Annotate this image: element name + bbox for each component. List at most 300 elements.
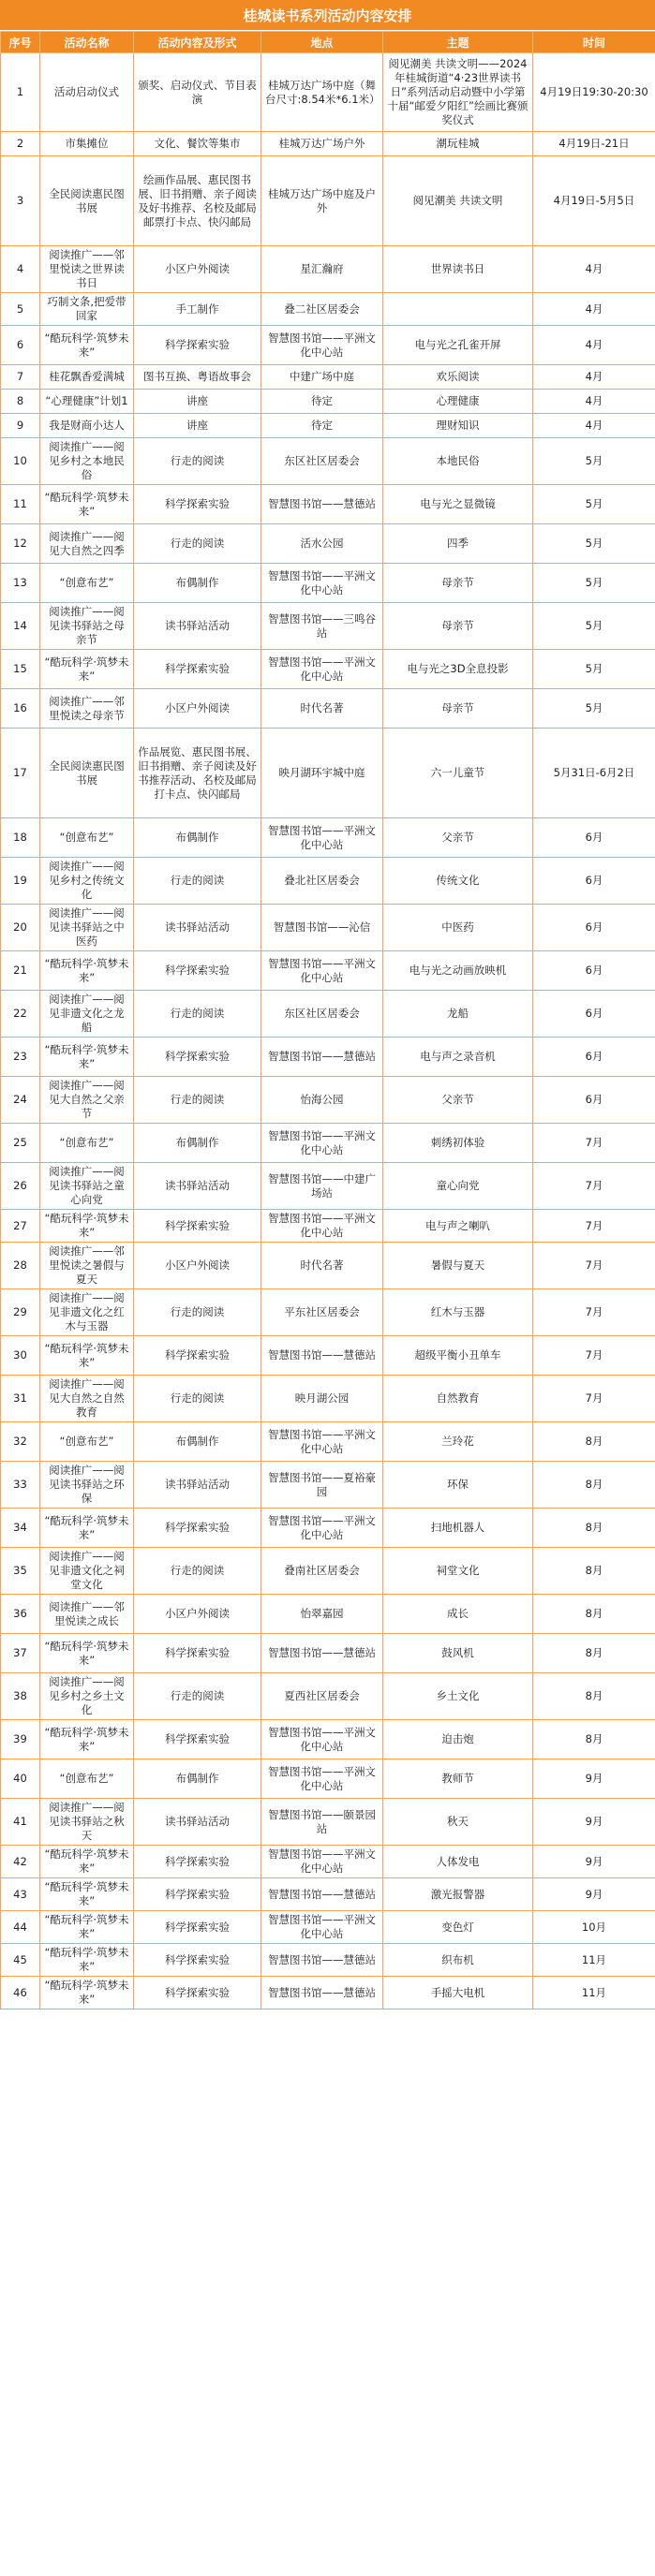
table-row <box>1 1548 655 1595</box>
cell-theme: 父亲节 <box>383 818 533 858</box>
cell-content: 科学探索实验 <box>134 1720 261 1759</box>
cell-venue: 桂城万达广场户外 <box>261 132 383 156</box>
cell-activity-name: 阅读推广——阅见读书驿站之母亲节 <box>40 603 134 650</box>
cell-no: 11 <box>1 485 40 524</box>
cell-time: 5月 <box>533 524 655 564</box>
cell-activity-name: “创意布艺” <box>40 1124 134 1163</box>
cell-time: 7月 <box>533 1163 655 1210</box>
table-row <box>1 1878 655 1911</box>
cell-time: 8月 <box>533 1634 655 1673</box>
cell-time: 11月 <box>533 1977 655 2009</box>
cell-content: 科学探索实验 <box>134 1210 261 1243</box>
cell-theme: 祠堂文化 <box>383 1548 533 1595</box>
cell-activity-name: “酷玩科学·筑梦未来” <box>40 951 134 991</box>
cell-activity-name: “创意布艺” <box>40 1759 134 1799</box>
header-no: 序号 <box>1 32 40 53</box>
cell-no: 24 <box>1 1077 40 1124</box>
cell-time: 4月 <box>533 390 655 414</box>
cell-venue: 智慧图书馆——慧德站 <box>261 1977 383 2009</box>
cell-activity-name: “创意布艺” <box>40 1422 134 1462</box>
table-row <box>1 132 655 156</box>
cell-theme: 暑假与夏天 <box>383 1243 533 1289</box>
cell-content: 行走的阅读 <box>134 858 261 905</box>
cell-theme: 兰玲花 <box>383 1422 533 1462</box>
cell-no: 3 <box>1 156 40 246</box>
cell-time: 6月 <box>533 905 655 951</box>
cell-venue: 智慧图书馆——沁信 <box>261 905 383 951</box>
cell-theme: 电与声之录音机 <box>383 1038 533 1077</box>
cell-activity-name: 阅读推广——阅见大自然之父亲节 <box>40 1077 134 1124</box>
table-row <box>1 603 655 650</box>
table-row <box>1 326 655 365</box>
cell-time: 7月 <box>533 1124 655 1163</box>
cell-no: 29 <box>1 1289 40 1336</box>
cell-theme: 电与声之喇叭 <box>383 1210 533 1243</box>
cell-activity-name: 巧制文条,把爱带回家 <box>40 293 134 326</box>
table-row <box>1 53 655 132</box>
cell-theme: 欢乐阅读 <box>383 365 533 390</box>
cell-activity-name: 阅读推广——阅见非遗文化之红木与玉器 <box>40 1289 134 1336</box>
cell-no: 38 <box>1 1673 40 1720</box>
cell-venue: 智慧图书馆——平洲文化中心站 <box>261 1210 383 1243</box>
cell-venue: 怡翠嘉园 <box>261 1595 383 1634</box>
cell-theme: 鼓风机 <box>383 1634 533 1673</box>
table-row <box>1 951 655 991</box>
cell-time: 4月19日19:30-20:30 <box>533 53 655 132</box>
cell-activity-name: “酷玩科学·筑梦未来” <box>40 1911 134 1944</box>
table-row <box>1 1462 655 1509</box>
cell-content: 行走的阅读 <box>134 1077 261 1124</box>
table-row <box>1 650 655 689</box>
cell-activity-name: “酷玩科学·筑梦未来” <box>40 1878 134 1911</box>
cell-content: 科学探索实验 <box>134 650 261 689</box>
cell-activity-name: 阅读推广——阅见读书驿站之童心向党 <box>40 1163 134 1210</box>
cell-theme: 潮玩桂城 <box>383 132 533 156</box>
cell-no: 37 <box>1 1634 40 1673</box>
cell-activity-name: “酷玩科学·筑梦未来” <box>40 1944 134 1977</box>
cell-venue: 时代名著 <box>261 689 383 729</box>
cell-venue: 智慧图书馆——平洲文化中心站 <box>261 1911 383 1944</box>
cell-content: 小区户外阅读 <box>134 246 261 293</box>
table-row <box>1 858 655 905</box>
cell-venue: 智慧图书馆——平洲文化中心站 <box>261 818 383 858</box>
cell-theme: 阅见潮美 共读文明 <box>383 156 533 246</box>
cell-time: 6月 <box>533 1077 655 1124</box>
table-row <box>1 729 655 818</box>
table-row <box>1 1759 655 1799</box>
cell-theme: 理财知识 <box>383 414 533 438</box>
cell-no: 43 <box>1 1878 40 1911</box>
table-row <box>1 156 655 246</box>
cell-theme: 六一儿童节 <box>383 729 533 818</box>
cell-venue: 智慧图书馆——平洲文化中心站 <box>261 650 383 689</box>
table-row <box>1 689 655 729</box>
table-row <box>1 564 655 603</box>
cell-time: 8月 <box>533 1673 655 1720</box>
table-row <box>1 1846 655 1878</box>
cell-no: 9 <box>1 414 40 438</box>
header-venue: 地点 <box>261 32 383 53</box>
cell-time: 9月 <box>533 1878 655 1911</box>
cell-theme: 手摇大电机 <box>383 1977 533 2009</box>
cell-content: 科学探索实验 <box>134 485 261 524</box>
cell-no: 1 <box>1 53 40 132</box>
table-row <box>1 1243 655 1289</box>
cell-venue: 待定 <box>261 414 383 438</box>
cell-time: 8月 <box>533 1509 655 1548</box>
cell-content: 科学探索实验 <box>134 1038 261 1077</box>
table-header-row <box>1 32 655 53</box>
cell-content: 行走的阅读 <box>134 524 261 564</box>
cell-time: 7月 <box>533 1376 655 1422</box>
cell-no: 13 <box>1 564 40 603</box>
cell-venue: 智慧图书馆——慧德站 <box>261 1878 383 1911</box>
cell-activity-name: 阅读推广——邻里悦读之成长 <box>40 1595 134 1634</box>
cell-theme: 电与光之动画放映机 <box>383 951 533 991</box>
table-row <box>1 246 655 293</box>
cell-theme: 母亲节 <box>383 564 533 603</box>
cell-content: 读书驿站活动 <box>134 603 261 650</box>
cell-venue: 映月湖公园 <box>261 1376 383 1422</box>
cell-time: 7月 <box>533 1336 655 1376</box>
table-row <box>1 1944 655 1977</box>
cell-time: 5月31日-6月2日 <box>533 729 655 818</box>
cell-no: 7 <box>1 365 40 390</box>
cell-activity-name: 阅读推广——阅见读书驿站之秋天 <box>40 1799 134 1846</box>
cell-time: 6月 <box>533 1038 655 1077</box>
page-title: 桂城读书系列活动内容安排 <box>0 0 655 31</box>
cell-content: 布偶制作 <box>134 1422 261 1462</box>
cell-no: 6 <box>1 326 40 365</box>
cell-content: 科学探索实验 <box>134 1846 261 1878</box>
cell-content: 科学探索实验 <box>134 1509 261 1548</box>
cell-no: 19 <box>1 858 40 905</box>
cell-theme: 母亲节 <box>383 603 533 650</box>
cell-no: 25 <box>1 1124 40 1163</box>
cell-content: 布偶制作 <box>134 564 261 603</box>
cell-theme: 本地民俗 <box>383 438 533 485</box>
cell-content: 行走的阅读 <box>134 1673 261 1720</box>
table-row <box>1 1673 655 1720</box>
schedule-table <box>0 31 655 2009</box>
cell-no: 27 <box>1 1210 40 1243</box>
cell-content: 颁奖、启动仪式、节目表演 <box>134 53 261 132</box>
cell-venue: 智慧图书馆——平洲文化中心站 <box>261 1124 383 1163</box>
cell-venue: 智慧图书馆——颐景园站 <box>261 1799 383 1846</box>
cell-theme: 世界读书日 <box>383 246 533 293</box>
header-theme: 主题 <box>383 32 533 53</box>
cell-theme: 环保 <box>383 1462 533 1509</box>
cell-activity-name: “酷玩科学·筑梦未来” <box>40 1509 134 1548</box>
cell-content: 科学探索实验 <box>134 1977 261 2009</box>
cell-no: 28 <box>1 1243 40 1289</box>
cell-content: 小区户外阅读 <box>134 1595 261 1634</box>
table-row <box>1 390 655 414</box>
cell-time: 9月 <box>533 1846 655 1878</box>
cell-venue: 智慧图书馆——平洲文化中心站 <box>261 1422 383 1462</box>
table-row <box>1 1289 655 1336</box>
table-row <box>1 1163 655 1210</box>
cell-theme: 父亲节 <box>383 1077 533 1124</box>
cell-theme: 中医药 <box>383 905 533 951</box>
cell-no: 44 <box>1 1911 40 1944</box>
cell-venue: 桂城万达广场中庭及户外 <box>261 156 383 246</box>
cell-venue: 叠南社区居委会 <box>261 1548 383 1595</box>
cell-venue: 智慧图书馆——三鸣谷站 <box>261 603 383 650</box>
cell-activity-name: 阅读推广——阅见读书驿站之中医药 <box>40 905 134 951</box>
cell-activity-name: 我是财商小达人 <box>40 414 134 438</box>
cell-activity-name: 阅读推广——邻里悦读之暑假与夏天 <box>40 1243 134 1289</box>
cell-time: 5月 <box>533 603 655 650</box>
cell-theme: 激光报警器 <box>383 1878 533 1911</box>
table-row <box>1 1977 655 2009</box>
cell-activity-name: 阅读推广——阅见非遗文化之龙船 <box>40 991 134 1038</box>
cell-no: 15 <box>1 650 40 689</box>
cell-venue: 东区社区居委会 <box>261 438 383 485</box>
cell-content: 作品展览、惠民图书展、旧书捐赠、亲子阅读及好书推荐活动、名校及邮局打卡点、快闪邮局 <box>134 729 261 818</box>
cell-content: 行走的阅读 <box>134 1548 261 1595</box>
cell-time: 11月 <box>533 1944 655 1977</box>
cell-time: 4月 <box>533 414 655 438</box>
cell-content: 行走的阅读 <box>134 1289 261 1336</box>
cell-time: 8月 <box>533 1462 655 1509</box>
cell-time: 7月 <box>533 1289 655 1336</box>
table-row <box>1 1376 655 1422</box>
table-row <box>1 818 655 858</box>
cell-time: 5月 <box>533 650 655 689</box>
cell-venue: 平东社区居委会 <box>261 1289 383 1336</box>
table-row <box>1 485 655 524</box>
cell-theme: 超级平衡小丑单车 <box>383 1336 533 1376</box>
cell-activity-name: 市集摊位 <box>40 132 134 156</box>
cell-venue: 智慧图书馆——夏裕豪园 <box>261 1462 383 1509</box>
cell-activity-name: “创意布艺” <box>40 564 134 603</box>
cell-venue: 待定 <box>261 390 383 414</box>
cell-no: 21 <box>1 951 40 991</box>
cell-content: 布偶制作 <box>134 818 261 858</box>
table-row <box>1 1911 655 1944</box>
cell-venue: 智慧图书馆——平洲文化中心站 <box>261 326 383 365</box>
cell-content: 读书驿站活动 <box>134 1462 261 1509</box>
cell-no: 23 <box>1 1038 40 1077</box>
cell-venue: 叠北社区居委会 <box>261 858 383 905</box>
table-row <box>1 1077 655 1124</box>
cell-no: 36 <box>1 1595 40 1634</box>
table-row <box>1 293 655 326</box>
cell-no: 45 <box>1 1944 40 1977</box>
cell-no: 8 <box>1 390 40 414</box>
cell-time: 8月 <box>533 1422 655 1462</box>
cell-venue: 智慧图书馆——中建广场站 <box>261 1163 383 1210</box>
cell-no: 4 <box>1 246 40 293</box>
cell-content: 科学探索实验 <box>134 1911 261 1944</box>
table-row <box>1 438 655 485</box>
table-row <box>1 1038 655 1077</box>
table-row <box>1 1124 655 1163</box>
cell-content: 手工制作 <box>134 293 261 326</box>
cell-content: 讲座 <box>134 390 261 414</box>
cell-theme: 电与光之显微镜 <box>383 485 533 524</box>
cell-no: 32 <box>1 1422 40 1462</box>
cell-activity-name: 全民阅读惠民图书展 <box>40 156 134 246</box>
cell-content: 行走的阅读 <box>134 1376 261 1422</box>
cell-venue: 桂城万达广场中庭（舞台尺寸:8.54米*6.1米） <box>261 53 383 132</box>
cell-time: 4月19日-21日 <box>533 132 655 156</box>
cell-activity-name: “酷玩科学·筑梦未来” <box>40 485 134 524</box>
cell-venue: 星汇瀚府 <box>261 246 383 293</box>
cell-venue: 智慧图书馆——平洲文化中心站 <box>261 951 383 991</box>
cell-content: 行走的阅读 <box>134 991 261 1038</box>
cell-time: 8月 <box>533 1720 655 1759</box>
cell-no: 34 <box>1 1509 40 1548</box>
cell-no: 2 <box>1 132 40 156</box>
cell-activity-name: “酷玩科学·筑梦未来” <box>40 326 134 365</box>
cell-activity-name: 阅读推广——邻里悦读之世界读书日 <box>40 246 134 293</box>
cell-content: 科学探索实验 <box>134 951 261 991</box>
cell-activity-name: “酷玩科学·筑梦未来” <box>40 1336 134 1376</box>
table-body <box>1 53 655 2009</box>
cell-activity-name: 阅读推广——阅见非遗文化之祠堂文化 <box>40 1548 134 1595</box>
table-row <box>1 1422 655 1462</box>
cell-time: 5月 <box>533 564 655 603</box>
cell-activity-name: 阅读推广——阅见大自然之四季 <box>40 524 134 564</box>
cell-theme: 织布机 <box>383 1944 533 1977</box>
cell-content: 布偶制作 <box>134 1124 261 1163</box>
cell-time: 5月 <box>533 689 655 729</box>
cell-activity-name: “创意布艺” <box>40 818 134 858</box>
table-row <box>1 1799 655 1846</box>
cell-activity-name: 阅读推广——阅见乡村之本地民俗 <box>40 438 134 485</box>
cell-no: 33 <box>1 1462 40 1509</box>
table-row <box>1 1634 655 1673</box>
cell-activity-name: 阅读推广——阅见读书驿站之环保 <box>40 1462 134 1509</box>
cell-activity-name: “酷玩科学·筑梦未来” <box>40 1038 134 1077</box>
cell-theme <box>383 293 533 326</box>
cell-no: 40 <box>1 1759 40 1799</box>
cell-theme: 心理健康 <box>383 390 533 414</box>
cell-time: 9月 <box>533 1799 655 1846</box>
cell-no: 17 <box>1 729 40 818</box>
cell-venue: 夏西社区居委会 <box>261 1673 383 1720</box>
cell-venue: 智慧图书馆——平洲文化中心站 <box>261 1759 383 1799</box>
cell-activity-name: “心理健康”计划1 <box>40 390 134 414</box>
cell-content: 小区户外阅读 <box>134 689 261 729</box>
cell-theme: 扫地机器人 <box>383 1509 533 1548</box>
table-row <box>1 1509 655 1548</box>
cell-venue: 智慧图书馆——平洲文化中心站 <box>261 564 383 603</box>
cell-time: 6月 <box>533 818 655 858</box>
cell-content: 布偶制作 <box>134 1759 261 1799</box>
cell-time: 4月 <box>533 365 655 390</box>
cell-content: 读书驿站活动 <box>134 905 261 951</box>
cell-theme: 秋天 <box>383 1799 533 1846</box>
cell-venue: 智慧图书馆——慧德站 <box>261 485 383 524</box>
cell-activity-name: 阅读推广——阅见乡村之乡土文化 <box>40 1673 134 1720</box>
cell-content: 科学探索实验 <box>134 1878 261 1911</box>
cell-no: 30 <box>1 1336 40 1376</box>
cell-activity-name: 全民阅读惠民图书展 <box>40 729 134 818</box>
cell-venue: 叠二社区居委会 <box>261 293 383 326</box>
cell-theme: 红木与玉器 <box>383 1289 533 1336</box>
cell-theme: 四季 <box>383 524 533 564</box>
cell-venue: 智慧图书馆——平洲文化中心站 <box>261 1509 383 1548</box>
cell-theme: 教师节 <box>383 1759 533 1799</box>
cell-venue: 怡海公园 <box>261 1077 383 1124</box>
table-row <box>1 905 655 951</box>
cell-venue: 时代名著 <box>261 1243 383 1289</box>
cell-time: 6月 <box>533 858 655 905</box>
cell-no: 41 <box>1 1799 40 1846</box>
cell-venue: 智慧图书馆——慧德站 <box>261 1038 383 1077</box>
cell-no: 42 <box>1 1846 40 1878</box>
cell-venue: 智慧图书馆——平洲文化中心站 <box>261 1720 383 1759</box>
cell-no: 31 <box>1 1376 40 1422</box>
cell-time: 6月 <box>533 991 655 1038</box>
table-row <box>1 524 655 564</box>
cell-no: 14 <box>1 603 40 650</box>
cell-time: 7月 <box>533 1210 655 1243</box>
cell-theme: 变色灯 <box>383 1911 533 1944</box>
table-row <box>1 1720 655 1759</box>
cell-activity-name: “酷玩科学·筑梦未来” <box>40 650 134 689</box>
cell-content: 科学探索实验 <box>134 1944 261 1977</box>
table-row <box>1 414 655 438</box>
cell-no: 18 <box>1 818 40 858</box>
cell-time: 4月 <box>533 293 655 326</box>
cell-content: 科学探索实验 <box>134 1634 261 1673</box>
cell-content: 科学探索实验 <box>134 1336 261 1376</box>
cell-no: 5 <box>1 293 40 326</box>
cell-time: 4月 <box>533 326 655 365</box>
cell-content: 文化、餐饮等集市 <box>134 132 261 156</box>
cell-venue: 中建广场中庭 <box>261 365 383 390</box>
cell-content: 绘画作品展、惠民图书展、旧书捐赠、亲子阅读及好书推荐、名校及邮局邮票打卡点、快闪邮局 <box>134 156 261 246</box>
table-row <box>1 991 655 1038</box>
cell-activity-name: “酷玩科学·筑梦未来” <box>40 1846 134 1878</box>
cell-theme: 阅见潮美 共读文明——2024年桂城街道“4·23世界读书日”系列活动启动暨中小学第十届“邮爱夕阳红”绘画比赛颁奖仪式 <box>383 53 533 132</box>
cell-time: 5月 <box>533 485 655 524</box>
table-row <box>1 1336 655 1376</box>
cell-theme: 传统文化 <box>383 858 533 905</box>
cell-venue: 东区社区居委会 <box>261 991 383 1038</box>
cell-no: 10 <box>1 438 40 485</box>
cell-content: 行走的阅读 <box>134 438 261 485</box>
cell-no: 39 <box>1 1720 40 1759</box>
cell-theme: 迫击炮 <box>383 1720 533 1759</box>
cell-content: 科学探索实验 <box>134 326 261 365</box>
cell-venue: 智慧图书馆——慧德站 <box>261 1336 383 1376</box>
cell-time: 4月19日-5月5日 <box>533 156 655 246</box>
cell-theme: 龙船 <box>383 991 533 1038</box>
cell-theme: 成长 <box>383 1595 533 1634</box>
cell-theme: 人体发电 <box>383 1846 533 1878</box>
cell-activity-name: “酷玩科学·筑梦未来” <box>40 1977 134 2009</box>
cell-theme: 电与光之3D全息投影 <box>383 650 533 689</box>
table-row <box>1 365 655 390</box>
table-row <box>1 1595 655 1634</box>
cell-theme: 乡土文化 <box>383 1673 533 1720</box>
cell-activity-name: “酷玩科学·筑梦未来” <box>40 1210 134 1243</box>
cell-no: 46 <box>1 1977 40 2009</box>
cell-theme: 童心向党 <box>383 1163 533 1210</box>
cell-venue: 智慧图书馆——慧德站 <box>261 1634 383 1673</box>
cell-venue: 映月湖环宇城中庭 <box>261 729 383 818</box>
cell-activity-name: 阅读推广——阅见大自然之自然教育 <box>40 1376 134 1422</box>
cell-venue: 智慧图书馆——平洲文化中心站 <box>261 1846 383 1878</box>
cell-content: 读书驿站活动 <box>134 1799 261 1846</box>
cell-content: 小区户外阅读 <box>134 1243 261 1289</box>
cell-venue: 智慧图书馆——慧德站 <box>261 1944 383 1977</box>
